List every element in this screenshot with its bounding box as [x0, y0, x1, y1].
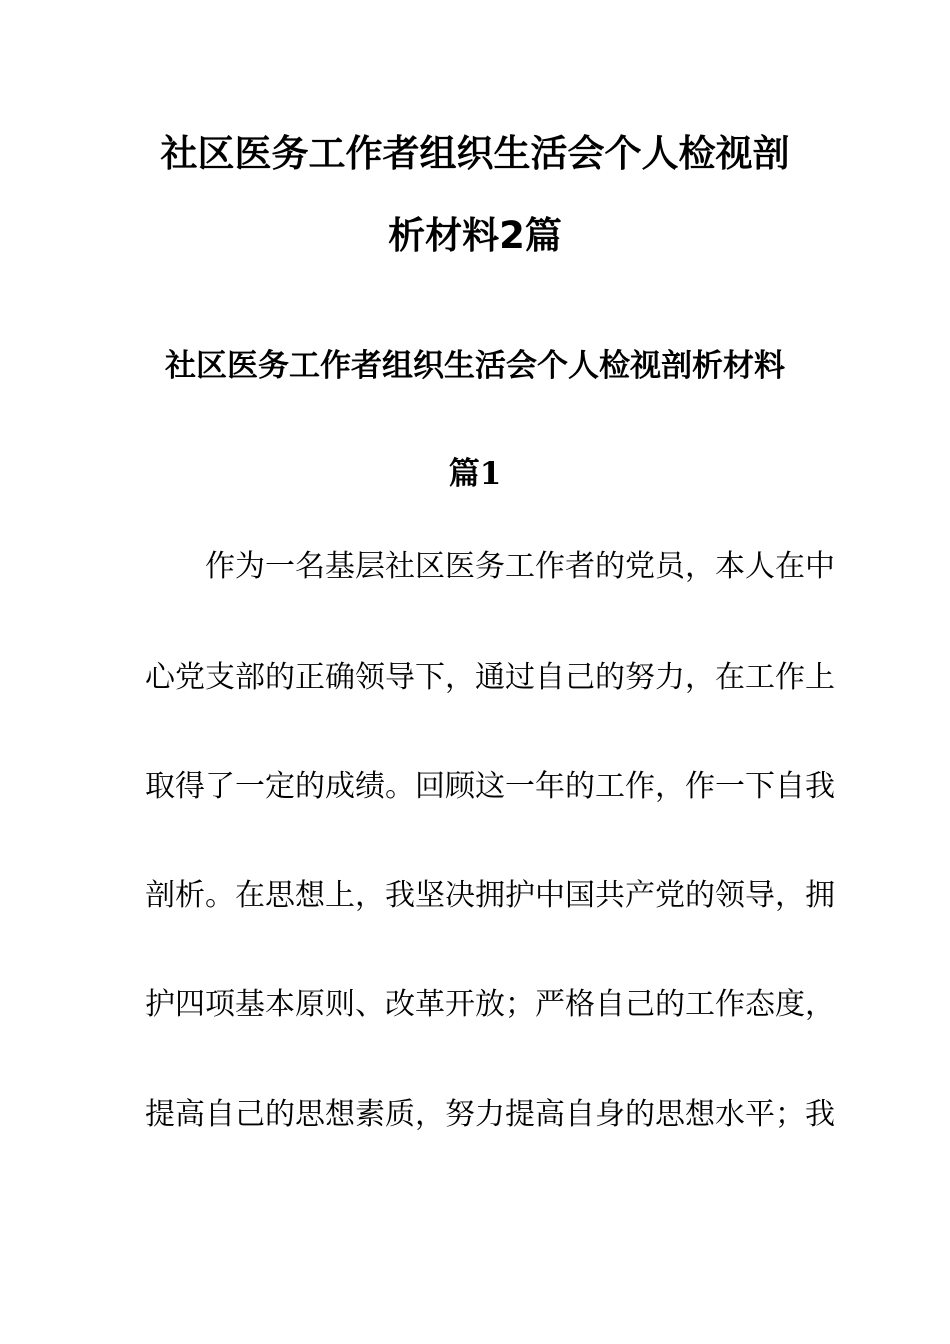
document-title-line-2: 析材料2篇 — [388, 214, 562, 257]
section-heading-line-1: 社区医务工作者组织生活会个人检视剖析材料 — [165, 348, 785, 384]
paragraph-line-1: 作为一名基层社区医务工作者的党员，本人在中 — [205, 549, 835, 584]
paragraph-line-2: 心党支部的正确领导下，通过自己的努力，在工作上 — [145, 660, 835, 695]
paragraph-line-4: 剖析。在思想上，我坚决拥护中国共产党的领导，拥 — [145, 878, 835, 913]
paragraph-line-5: 护四项基本原则、改革开放；严格自己的工作态度， — [145, 987, 835, 1022]
section-heading-line-2: 篇1 — [448, 456, 502, 492]
paragraph-line-3: 取得了一定的成绩。回顾这一年的工作，作一下自我 — [145, 769, 835, 804]
paragraph-line-6: 提高自己的思想素质，努力提高自身的思想水平；我 — [145, 1097, 835, 1132]
document-title-line-1: 社区医务工作者组织生活会个人检视剖 — [160, 132, 790, 175]
